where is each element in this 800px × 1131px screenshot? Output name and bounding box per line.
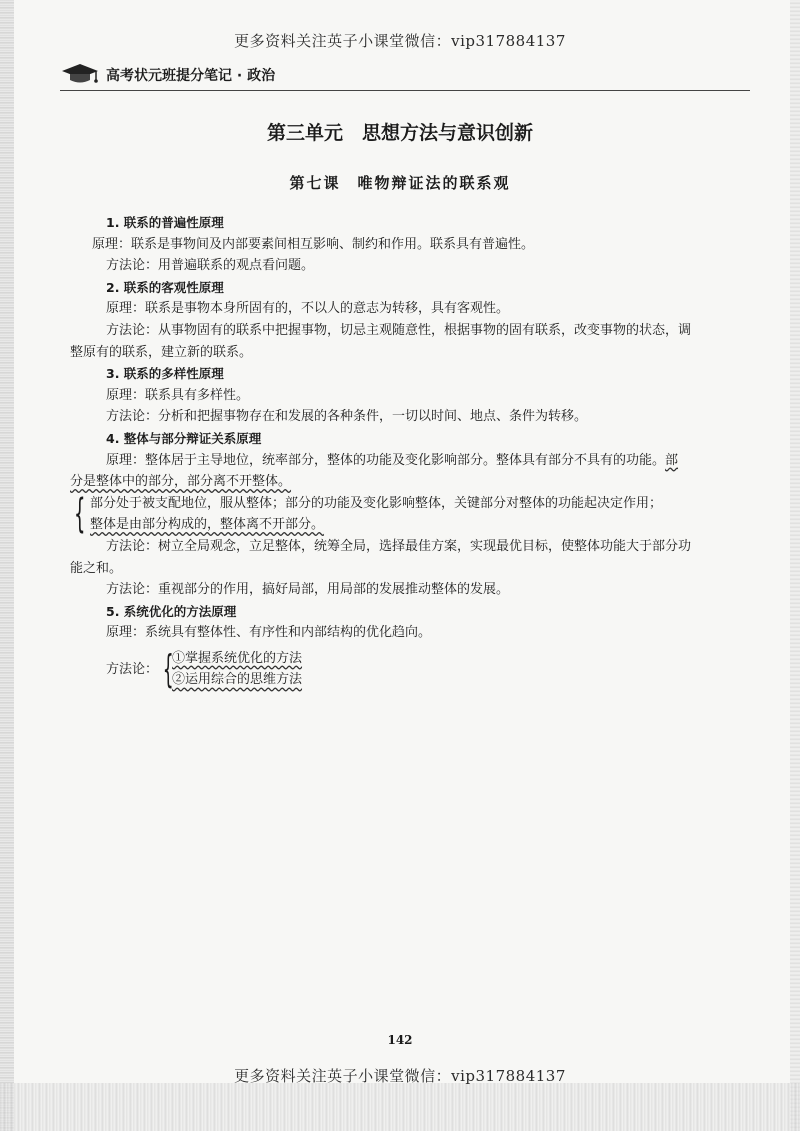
section-5-title: 5. 系统优化的方法原理 bbox=[106, 603, 237, 619]
section-5-method-list bbox=[172, 648, 302, 691]
brace-icon: { bbox=[74, 490, 86, 537]
brace-icon: { bbox=[162, 647, 174, 692]
section-4-brace-line1: 部分处于被支配地位，服从整体；部分的功能及变化影响整体，关键部分对整体的功能起决定作用； bbox=[90, 495, 663, 511]
section-4-principle-underlined: 分是整体中的部分，部分离不开整体。 bbox=[70, 474, 292, 490]
section-1-title: 1. 联系的普遍性原理 bbox=[106, 215, 224, 230]
lesson-title: 第七课 唯物辩证法的联系观 bbox=[289, 174, 511, 192]
section-5-principle: 原理：系统具有整体性、有序性和内部结构的优化趋向。 bbox=[106, 625, 432, 641]
section-4-principle-line1 bbox=[92, 450, 722, 472]
section-3-principle: 原理：联系具有多样性。 bbox=[106, 387, 250, 403]
section-3-method: 方法论：分析和把握事物存在和发展的各种条件，一切以时间、地点、条件为转移。 bbox=[106, 409, 588, 425]
watermark-top: 更多资料关注英子小课堂微信：vip317884137 bbox=[234, 32, 566, 50]
section-4-method-b: 方法论：重视部分的作用，搞好局部，用局部的发展推动整体的发展。 bbox=[106, 582, 510, 598]
section-4-principle-underlined-start: 部 bbox=[665, 452, 679, 468]
page-header bbox=[60, 60, 750, 88]
section-4-principle-text: 原理：整体居于主导地位，统率部分，整体的功能及变化影响部分。整体具有部分不具有的功能。 bbox=[106, 452, 666, 468]
header-title: 高考状元班提分笔记 · 政治 bbox=[106, 68, 276, 84]
header-rule bbox=[60, 90, 750, 91]
unit-title: 第三单元 思想方法与意识创新 bbox=[266, 122, 533, 144]
scan-edge-left bbox=[0, 0, 14, 1131]
method-item-2: ②运用综合的思维方法 bbox=[172, 672, 303, 688]
notes-body bbox=[70, 212, 722, 692]
section-1-principle: 原理：联系是事物间及内部要素间相互影响、制约和作用。联系具有普遍性。 bbox=[92, 236, 535, 252]
scan-edge-bottom bbox=[0, 1083, 800, 1131]
section-5-method-label: 方法论： bbox=[106, 661, 159, 677]
section-2-method-line2: 整原有的联系，建立新的联系。 bbox=[70, 344, 253, 360]
section-2-method-line1: 方法论：从事物固有的联系中把握事物，切忌主观随意性，根据事物的固有联系，改变事物的状态，调 bbox=[106, 322, 692, 338]
section-3-title: 3. 联系的多样性原理 bbox=[106, 366, 224, 382]
list-item bbox=[172, 648, 302, 670]
page-number: 142 bbox=[387, 1033, 413, 1047]
section-2-title: 2. 联系的客观性原理 bbox=[106, 279, 224, 295]
section-4-brace-line2 bbox=[90, 514, 722, 536]
graduation-cap-icon bbox=[60, 62, 100, 84]
section-1-method: 方法论：用普遍联系的观点看问题。 bbox=[106, 258, 315, 274]
method-item-1: ①掌握系统优化的方法 bbox=[172, 650, 303, 666]
watermark-bottom: 更多资料关注英子小课堂微信：vip317884137 bbox=[234, 1067, 566, 1085]
list-item bbox=[172, 669, 302, 691]
section-4-method-a-line1: 方法论：树立全局观念，立足整体，统筹全局，选择最佳方案，实现最优目标，使整体功能大于部分功 bbox=[106, 538, 692, 554]
section-4-principle-line2 bbox=[70, 471, 722, 493]
section-4-method-a-line2: 能之和。 bbox=[70, 560, 123, 576]
scan-edge-right bbox=[790, 0, 800, 1131]
section-5-method bbox=[92, 648, 722, 691]
section-4-title: 4. 整体与部分辩证关系原理 bbox=[106, 430, 262, 446]
section-2-principle: 原理：联系是事物本身所固有的，不以人的意志为转移，具有客观性。 bbox=[106, 301, 510, 317]
section-4-brace-underlined: 整体是由部分构成的，整体离不开部分。 bbox=[90, 517, 325, 533]
section-4-brace-block bbox=[74, 490, 722, 537]
